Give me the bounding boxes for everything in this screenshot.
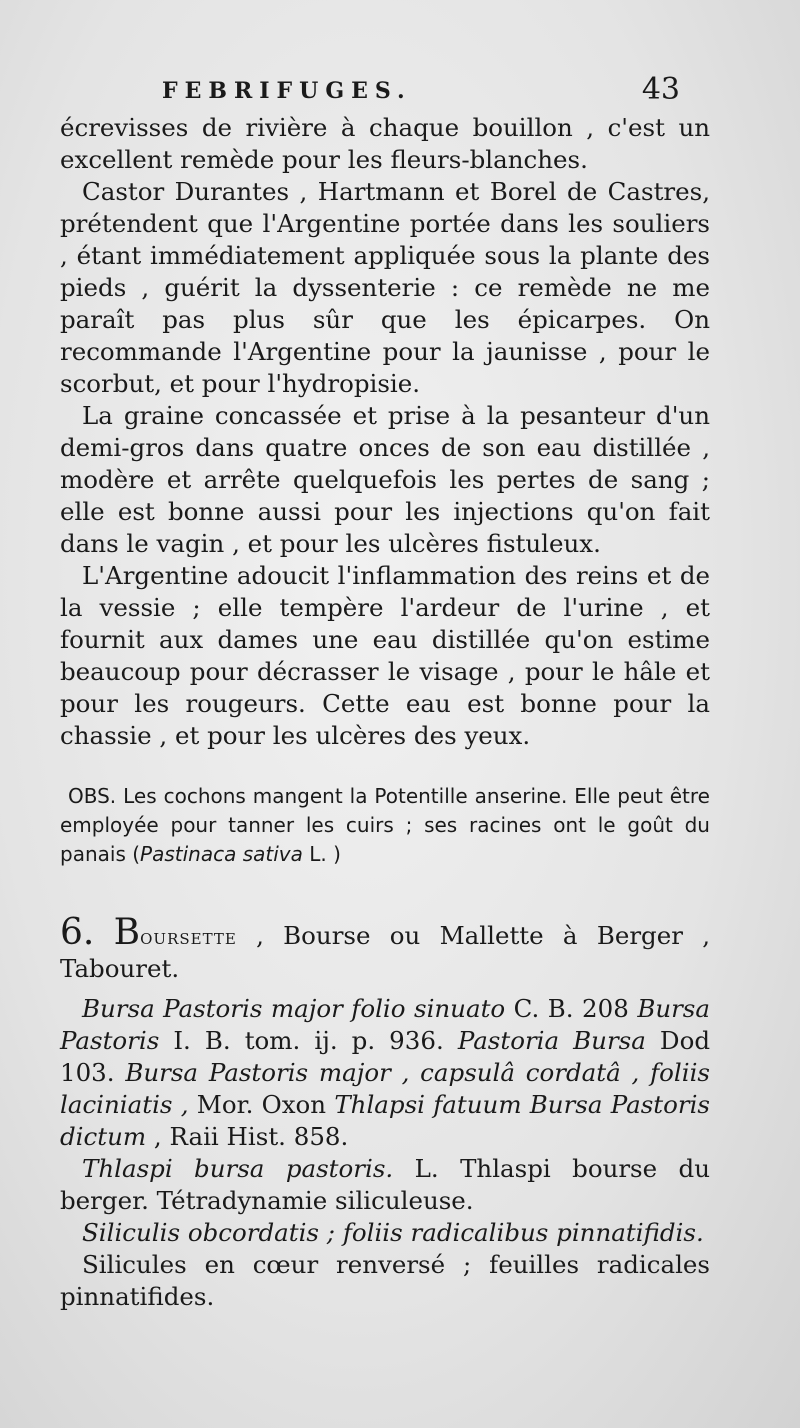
synonym-latin: Bursa Pastoris xyxy=(60,994,710,1055)
linnaeus-text: L. Thlaspi bourse du berger. Tétradynamie siliculeuse. xyxy=(60,1154,711,1215)
page-number: 43 xyxy=(641,72,680,107)
paragraph: Castor Durantes , Hartmann et Borel de Castres, prétendent que l'Argentine portée dans les souliers , étant immédiatement appliquée sous la plante des pieds , guérit la dyssenterie : ce remède ne me paraît pas plus sûr que les épicarpes. On recommande l'Argentine pour la jaunisse , pour le scorbut, et pour l'hydropisie. xyxy=(60,177,710,398)
paragraph: La graine concassée et prise à la pesanteur d'un demi-gros dans quatre onces de son eau distillée , modère et arrête quelquefois les pertes de sang ; elle est bonne aussi pour les injections qu'on fait dans le vagin , et pour les ulcères fistuleux. xyxy=(60,401,710,558)
body-text xyxy=(60,112,710,1313)
obs-body: Les cochons mangent la Potentille anserine. Elle peut être employée pour tanner les cuirs ; ses racines ont le goût du panais ( xyxy=(60,784,710,866)
obs-end: L. ) xyxy=(302,842,341,866)
linnaeus-name: Thlaspi bursa pastoris. xyxy=(82,1154,394,1183)
section-title-tail: , Bourse ou Mallette à Berger , Tabouret. xyxy=(60,921,710,983)
synonym-line xyxy=(60,993,710,1153)
observation-note xyxy=(60,782,710,869)
synonym-ref: I. B. tom. ij. p. 936. xyxy=(159,1026,444,1055)
obs-label: OBS. xyxy=(68,784,117,808)
section-dropcap: B xyxy=(113,912,141,953)
page-header xyxy=(150,72,710,112)
synonym-latin: Thlapsi fatuum Bursa Pastoris dictum xyxy=(60,1090,710,1151)
synonym-latin: Bursa Pastoris major folio sinuato xyxy=(82,994,506,1023)
paragraph: écrevisses de rivière à chaque bouillon , c'est un excellent remède pour les fleurs-blanches. xyxy=(60,113,710,174)
section-number: 6. xyxy=(60,912,95,953)
linnaeus-line xyxy=(60,1153,710,1217)
synonym-latin: Bursa Pastoris major , capsulâ cordatâ , foliis laciniatis , xyxy=(60,1058,710,1119)
synonym-ref: Mor. Oxon xyxy=(188,1090,327,1119)
running-head: FEBRIFUGES. xyxy=(162,78,412,104)
french-diagnosis: Silicules en cœur renversé ; feuilles radicales pinnatifides. xyxy=(60,1250,710,1311)
synonym-ref: Dod 103. xyxy=(60,1026,710,1087)
observation-text xyxy=(60,782,710,869)
section-heading xyxy=(60,912,710,985)
section-title-rest: oursette xyxy=(140,925,237,949)
obs-italic: Pastinaca sativa xyxy=(140,842,303,866)
paragraph: L'Argentine adoucit l'inflammation des reins et de la vessie ; elle tempère l'ardeur de l'urine , et fournit aux dames une eau distillée qu'on estime beaucoup pour décrasser le visage , pour le hâle et pour les rougeurs. Cette eau est bonne pour la chassie , et pour les ulcères des yeux. xyxy=(60,561,710,750)
synonym-latin: Pastoria Bursa xyxy=(457,1026,646,1055)
latin-diagnosis: Siliculis obcordatis ; foliis radicalibus pinnatifidis. xyxy=(82,1218,704,1247)
synonyms xyxy=(60,993,710,1313)
synonym-ref: , Raii Hist. 858. xyxy=(146,1122,349,1151)
synonym-ref: C. B. 208 xyxy=(505,994,629,1023)
